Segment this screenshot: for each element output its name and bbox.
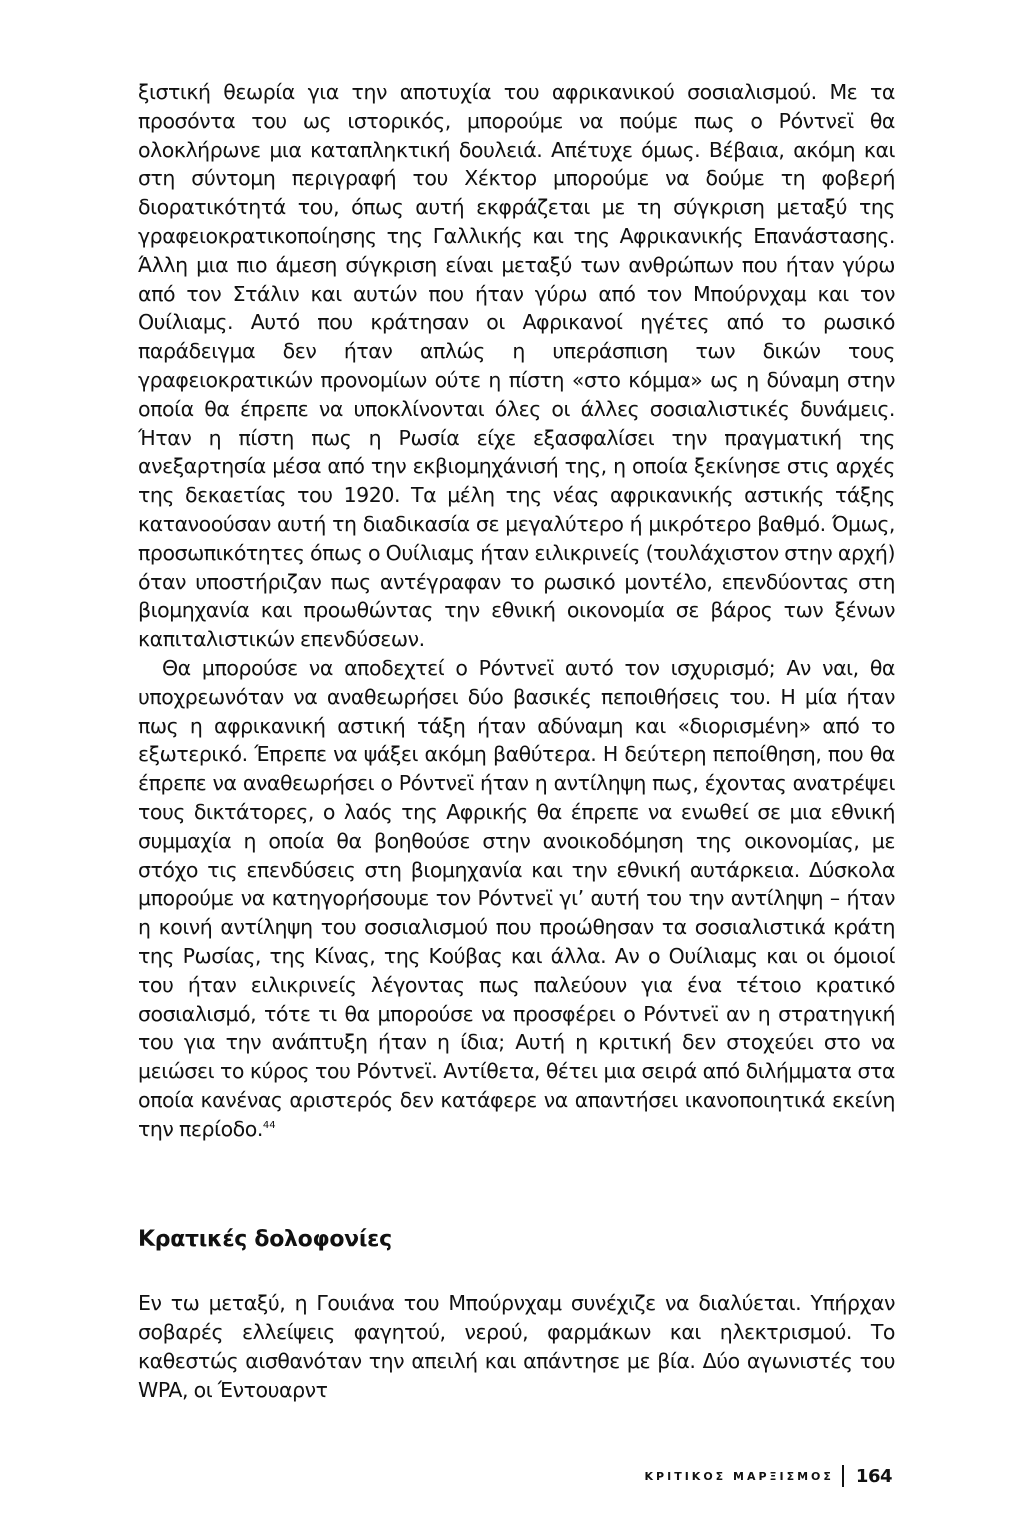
footer-divider [842,1465,844,1487]
running-head: ΚΡΙΤΙΚΟΣ ΜΑΡΞΙΣΜΟΣ [644,1469,834,1483]
body-paragraph [138,1289,895,1404]
paragraph-text: ξιστική θεωρία για την αποτυχία του αφρικανικού σοσιαλισμού. Με τα προσόντα του ως ιστορικός, μπορούμε να πούμε πως ο Ρόντνεϊ θα ολοκλήρωνε μια καταπληκτική δουλειά. Απέτυχε όμως. Βέβαια, ακόμη και στη σύντομη περιγραφή του Χέκτορ μπορούμε να δούμε τη φοβερή διορατικότητά του, όπως αυτή εκφράζεται με τη σύγκριση μεταξύ της γραφειοκρατικοποίησης της Γαλλικής και της Αφρικανικής Επανάστασης. Άλλη μια πιο άμεση σύγκριση είναι μεταξύ των ανθρώπων που ήταν γύρω από τον Στάλιν και αυτών που ήταν γύρω από τον Μπούρνχαμ και τον Ουίλιαμς. Αυτό που κράτησαν οι Αφρικανοί ηγέτες από το ρωσικό παράδειγμα δεν ήταν απλώς η υπεράσπιση των δικών τους γραφειοκρατικών προνομίων ούτε η πίστη «στο κόμμα» ως η δύναμη στην οποία θα έπρεπε να υποκλίνονται όλες οι άλλες σοσιαλιστικές δυνάμεις. Ήταν η πίστη πως η Ρωσία είχε εξασφαλίσει την πραγματική της ανεξαρτησία μέσα από την εκβιομηχάνισή της, η οποία ξεκίνησε στις αρχές της δεκαετίας του 1920. Τα μέλη της νέας αφρικανικής αστικής τάξης κατανοούσαν αυτή τη διαδικασία σε μεγαλύτερο ή μικρότερο βαθμό. Όμως, προσωπικότητες όπως ο Ουίλιαμς ήταν ειλικρινείς (τουλάχιστον στην αρχή) όταν υποστήριζαν πως αντέγραφαν το ρωσικό μοντέλο, επενδύοντας στη βιομηχανία και προωθώντας την εθνική οικονομία σε βάρος των ξένων καπιταλιστικών επενδύσεων. [138,80,895,652]
paragraph-text: Εν τω μεταξύ, η Γουιάνα του Μπούρνχαμ συνέχιζε να διαλύεται. Υπήρχαν σοβαρές ελλείψεις φαγητού, νερού, φαρμάκων και ηλεκτρισμού. Το καθεστώς αισθανόταν την απειλή και απάντησε με βία. Δύο αγωνιστές του WPA, οι Έντουαρντ [138,1291,895,1402]
body-paragraph [138,78,895,654]
page-number: 164 [855,1465,892,1487]
paragraph-text: Θα μπορούσε να αποδεχτεί ο Ρόντνεϊ αυτό τον ισχυρισμό; Αν ναι, θα υποχρεωνόταν να αναθεωρήσει δύο βασικές πεποιθήσεις του. Η μία ήταν πως η αφρικανική αστική τάξη ήταν αδύναμη και «διορισμένη» από το εξωτερικό. Έπρεπε να ψάξει ακόμη βαθύτερα. Η δεύτερη πεποίθηση, που θα έπρεπε να αναθεωρήσει ο Ρόντνεϊ ήταν η αντίληψη πως, έχοντας ανατρέψει τους δικτάτορες, ο λαός της Αφρικής θα έπρεπε να ενωθεί σε μια εθνική συμμαχία η οποία θα βοηθούσε στην ανοικοδόμηση της οικονομίας, με στόχο τις επενδύσεις στη βιομηχανία και την εθνική αυτάρκεια. Δύσκολα μπορούμε να κατηγορήσουμε τον Ρόντνεϊ γι’ αυτή του την αντίληψη – ήταν η κοινή αντίληψη του σοσιαλισμού που προώθησαν τα σοσιαλιστικά κράτη της Ρωσίας, της Κίνας, της Κούβας και άλλα. Αν ο Ουίλιαμς και οι όμοιοί του ήταν ειλικρινείς λέγοντας πως παλεύουν για ένα τέτοιο κρατικό σοσιαλισμό, τότε τι θα μπορούσε να προσφέρει ο Ρόντνεϊ αν η στρατηγική του για την ανάπτυξη ήταν η ίδια; Αυτή η κριτική δεν στοχεύει στο να μειώσει το κύρος του Ρόντνεϊ. Αντίθετα, θέτει μια σειρά από διλήμματα στα οποία κανένας αριστερός δεν κατάφερε να απαντήσει ικανοποιητικά εκείνη την περίοδο. [138,655,895,1141]
page-footer [645,1465,892,1487]
body-paragraph [138,654,895,1144]
footnote-reference[interactable]: 44 [262,1119,276,1131]
section-heading: Κρατικές δολοφονίες [138,1227,392,1253]
page-text-block [138,78,895,1405]
